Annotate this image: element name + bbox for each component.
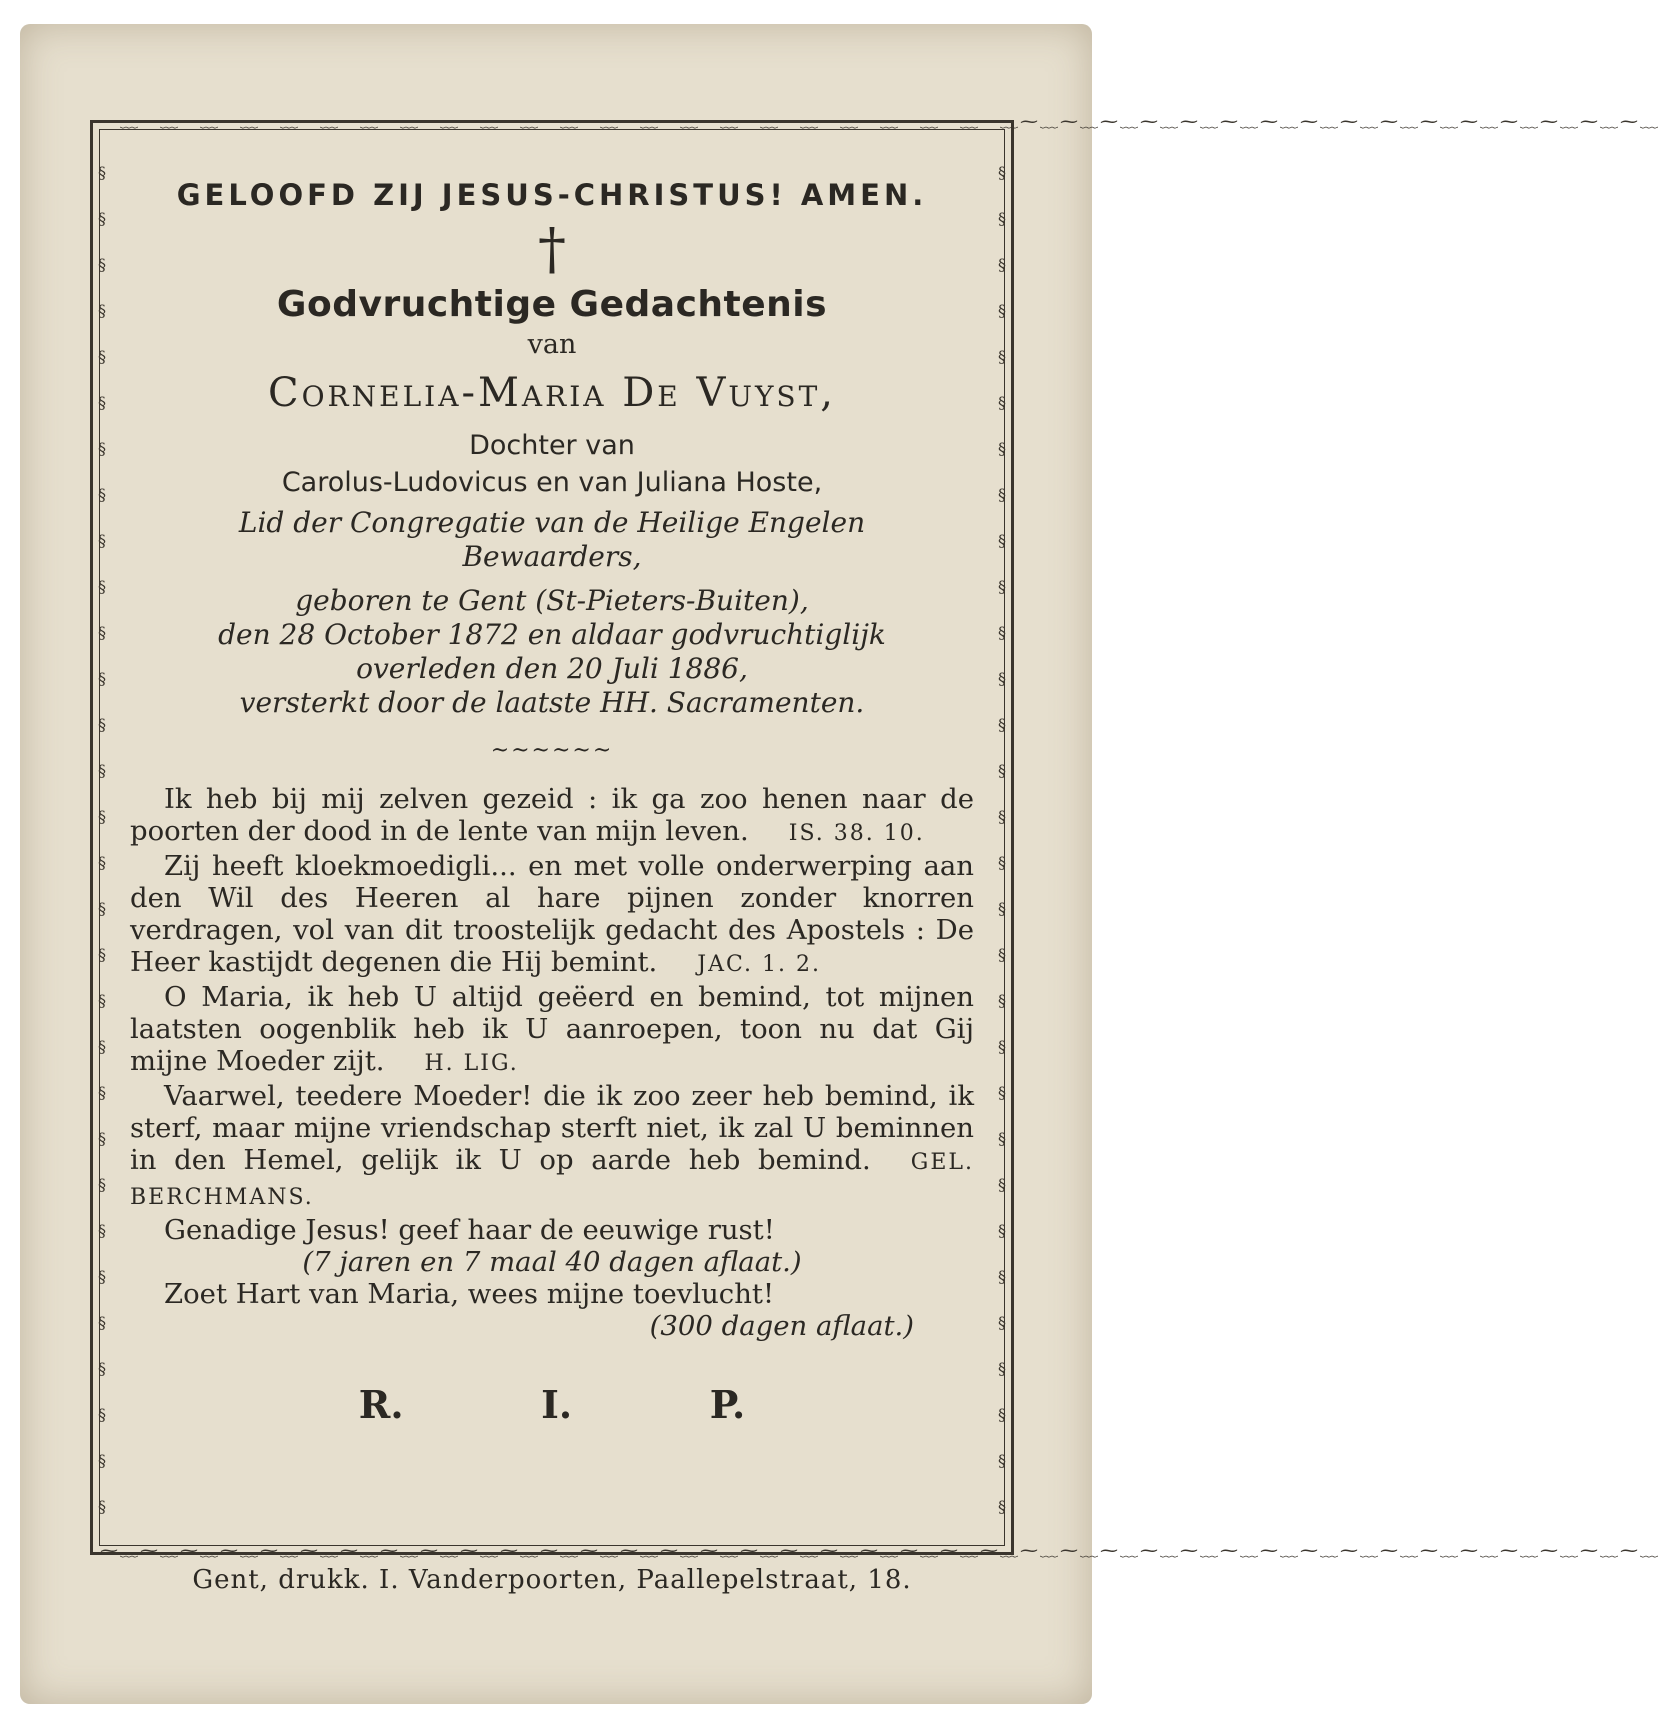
rip-initials [130,1382,974,1427]
bottom-border-ornament: ⁓﹏⁓﹏⁓﹏⁓﹏⁓﹏⁓﹏⁓﹏⁓﹏⁓﹏⁓﹏⁓﹏⁓﹏⁓﹏⁓﹏⁓﹏⁓﹏⁓﹏⁓﹏⁓﹏⁓﹏⁓﹏⁓﹏⁓﹏⁓﹏⁓﹏⁓﹏⁓﹏⁓﹏⁓﹏⁓﹏⁓﹏⁓﹏⁓﹏⁓﹏⁓﹏⁓﹏⁓﹏⁓﹏⁓﹏ [100,1540,1660,1561]
right-border-ornament: § § § § § § § § § § § § § § § § § § § § § § § § § § § § § § [998,163,1006,1516]
left-border-ornament: § § § § § § § § § § § § § § § § § § § § § § § § § § § § § § [98,163,106,1516]
text-paragraph-5: Genadige Jesus! geef haar de eeuwige rust! [164,1214,775,1246]
reference-1: IS. 38. 10. [788,821,925,846]
card-title: Godvruchtige Gedachtenis [276,284,828,325]
text-paragraph-1 [130,783,974,850]
header-acclamation: GELOOFD ZIJ JESUS-CHRISTUS! AMEN. [176,178,928,212]
text-2: Zij heeft kloekmoedigli... en met volle onderwerping aan den Wil des Heeren al hare pijnen zonder knorren verdragen, vol van dit troostelijk gedacht des Apostels : De Heer kastijdt degenen die Hij bemint. [130,850,974,978]
bio-line-3: overleden den 20 Juli 1886, [356,652,748,685]
reference-3: H. LIG. [424,1051,519,1076]
indulgence-note-1: (7 jaren en 7 maal 40 dagen aflaat.) [302,1246,802,1278]
bio-line-1: geboren te Gent (St-Pieters-Buiten), [295,584,809,617]
printer-imprint: Gent, drukk. I. Vanderpoorten, Paallepelstraat, 18. [192,1565,912,1595]
text-3: O Maria, ik heb U altijd geëerd en bemind, tot mijnen laatsten oogenblik heb ik U aanroepen, toon nu dat Gij mijne Moeder zijt. [130,981,974,1077]
rip-i: I. [541,1382,573,1427]
congregation-line-2: Bewaarders, [462,540,642,573]
cross-icon: † [538,217,566,282]
card-content [130,160,974,1427]
deceased-name: Cornelia-Maria De Vuyst, [268,370,836,416]
top-border-ornament: ⁓﹏⁓﹏⁓﹏⁓﹏⁓﹏⁓﹏⁓﹏⁓﹏⁓﹏⁓﹏⁓﹏⁓﹏⁓﹏⁓﹏⁓﹏⁓﹏⁓﹏⁓﹏⁓﹏⁓﹏⁓﹏⁓﹏⁓﹏⁓﹏⁓﹏⁓﹏⁓﹏⁓﹏⁓﹏⁓﹏⁓﹏⁓﹏⁓﹏⁓﹏⁓﹏⁓﹏⁓﹏⁓﹏⁓﹏ [100,111,1660,132]
congregation-line-1: Lid der Congregatie van de Heilige Engelen [238,506,866,539]
divider-ornament: ~~~~~~ [490,738,614,763]
text-paragraph-6: Zoet Hart van Maria, wees mijne toevlucht! [164,1278,775,1310]
devotional-texts [130,783,974,1342]
reference-4: GEL. BERCHMANS. [130,1150,974,1210]
bio-line-4: versterkt door de laatste HH. Sacramenten. [239,686,865,719]
text-paragraph-3 [130,981,974,1080]
text-4: Vaarwel, teedere Moeder! die ik zoo zeer heb bemind, ik sterf, maar mijne vriendschap sterft niet, ik zal U beminnen in den Hemel, gelijk ik U op aarde heb bemind. [130,1080,974,1176]
indulgence-note-2: (300 dagen aflaat.) [649,1310,914,1342]
parents-intro: Dochter van [469,430,635,461]
text-1: Ik heb bij mij zelven gezeid : ik ga zoo henen naar de poorten der dood in de lente van mijn leven. [130,783,974,847]
rip-r: R. [358,1382,404,1427]
rip-p: P. [709,1382,746,1427]
text-paragraph-4 [130,1080,974,1214]
bio-line-2: den 28 October 1872 en aldaar godvruchtiglijk [218,618,886,651]
text-paragraph-2 [130,850,974,981]
parents-names: Carolus-Ludovicus en van Juliana Hoste, [281,467,823,498]
title-van: van [527,329,577,360]
reference-2: JAC. 1. 2. [697,952,821,977]
